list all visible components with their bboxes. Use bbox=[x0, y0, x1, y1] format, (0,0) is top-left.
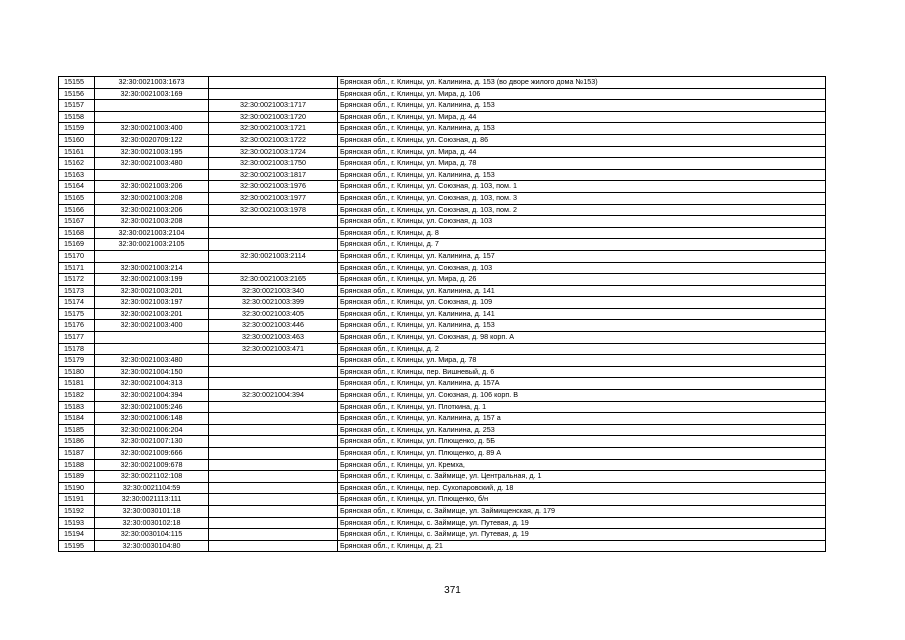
cadastral-number-cell: 32:30:0021003:195 bbox=[95, 146, 209, 158]
address-cell: Брянская обл., г. Клинцы, с. Займище, ул. Путевая, д. 19 bbox=[338, 529, 826, 541]
row-number-cell: 15194 bbox=[59, 529, 95, 541]
related-cadastral-number-cell: 32:30:0021003:1978 bbox=[209, 204, 338, 216]
row-number-cell: 15180 bbox=[59, 366, 95, 378]
row-number-cell: 15195 bbox=[59, 540, 95, 552]
cadastral-number-cell: 32:30:0021004:394 bbox=[95, 390, 209, 402]
cadastral-number-cell: 32:30:0021003:480 bbox=[95, 158, 209, 170]
cadastral-number-cell bbox=[95, 250, 209, 262]
cadastral-number-cell: 32:30:0021003:480 bbox=[95, 355, 209, 367]
address-cell: Брянская обл., г. Клинцы, д. 21 bbox=[338, 540, 826, 552]
table-row bbox=[59, 448, 826, 460]
cadastral-number-cell: 32:30:0030101:18 bbox=[95, 505, 209, 517]
row-number-cell: 15165 bbox=[59, 192, 95, 204]
address-cell: Брянская обл., г. Клинцы, ул. Плоткина, д. 1 bbox=[338, 401, 826, 413]
row-number-cell: 15160 bbox=[59, 134, 95, 146]
cadastral-number-cell: 32:30:0020709:122 bbox=[95, 134, 209, 146]
related-cadastral-number-cell: 32:30:0021003:463 bbox=[209, 332, 338, 344]
related-cadastral-number-cell: 32:30:0021003:1817 bbox=[209, 169, 338, 181]
related-cadastral-number-cell bbox=[209, 413, 338, 425]
address-cell: Брянская обл., г. Клинцы, пер. Сухопаровский, д. 18 bbox=[338, 482, 826, 494]
address-cell: Брянская обл., г. Клинцы, ул. Калинина, д. 141 bbox=[338, 285, 826, 297]
row-number-cell: 15179 bbox=[59, 355, 95, 367]
address-cell: Брянская обл., г. Клинцы, с. Займище, ул. Займищенская, д. 179 bbox=[338, 505, 826, 517]
address-cell: Брянская обл., г. Клинцы, ул. Союзная, д. 98 корп. А bbox=[338, 332, 826, 344]
related-cadastral-number-cell: 32:30:0021003:1717 bbox=[209, 100, 338, 112]
row-number-cell: 15166 bbox=[59, 204, 95, 216]
table-row bbox=[59, 494, 826, 506]
row-number-cell: 15169 bbox=[59, 239, 95, 251]
address-cell: Брянская обл., г. Клинцы, ул. Калинина, д. 141 bbox=[338, 308, 826, 320]
address-cell: Брянская обл., г. Клинцы, с. Займище, ул. Центральная, д. 1 bbox=[338, 471, 826, 483]
related-cadastral-number-cell bbox=[209, 378, 338, 390]
related-cadastral-number-cell bbox=[209, 424, 338, 436]
table-row bbox=[59, 505, 826, 517]
cadastral-number-cell: 32:30:0021003:208 bbox=[95, 192, 209, 204]
related-cadastral-number-cell bbox=[209, 216, 338, 228]
table-row bbox=[59, 274, 826, 286]
cadastral-number-cell: 32:30:0030104:115 bbox=[95, 529, 209, 541]
address-cell: Брянская обл., г. Клинцы, д. 2 bbox=[338, 343, 826, 355]
cadastral-number-cell: 32:30:0021003:197 bbox=[95, 297, 209, 309]
table-row bbox=[59, 146, 826, 158]
row-number-cell: 15187 bbox=[59, 448, 95, 460]
address-cell: Брянская обл., г. Клинцы, ул. Калинина, д. 157А bbox=[338, 378, 826, 390]
related-cadastral-number-cell bbox=[209, 239, 338, 251]
related-cadastral-number-cell bbox=[209, 401, 338, 413]
row-number-cell: 15182 bbox=[59, 390, 95, 402]
cadastral-number-cell: 32:30:0021005:246 bbox=[95, 401, 209, 413]
address-cell: Брянская обл., г. Клинцы, ул. Плющенко, д. 5Б bbox=[338, 436, 826, 448]
row-number-cell: 15183 bbox=[59, 401, 95, 413]
row-number-cell: 15159 bbox=[59, 123, 95, 135]
row-number-cell: 15178 bbox=[59, 343, 95, 355]
row-number-cell: 15189 bbox=[59, 471, 95, 483]
cadastral-number-cell: 32:30:0021003:214 bbox=[95, 262, 209, 274]
table-row bbox=[59, 459, 826, 471]
row-number-cell: 15192 bbox=[59, 505, 95, 517]
table-row bbox=[59, 250, 826, 262]
cadastral-number-cell bbox=[95, 169, 209, 181]
cadastral-number-cell bbox=[95, 332, 209, 344]
address-cell: Брянская обл., г. Клинцы, ул. Союзная, д. 103, пом. 3 bbox=[338, 192, 826, 204]
cadastral-number-cell: 32:30:0021003:2104 bbox=[95, 227, 209, 239]
related-cadastral-number-cell bbox=[209, 262, 338, 274]
cadastral-number-cell: 32:30:0021003:208 bbox=[95, 216, 209, 228]
related-cadastral-number-cell bbox=[209, 529, 338, 541]
table-row bbox=[59, 413, 826, 425]
table-row bbox=[59, 355, 826, 367]
cadastral-number-cell: 32:30:0030102:18 bbox=[95, 517, 209, 529]
table-row bbox=[59, 540, 826, 552]
row-number-cell: 15174 bbox=[59, 297, 95, 309]
table-row bbox=[59, 308, 826, 320]
row-number-cell: 15190 bbox=[59, 482, 95, 494]
address-cell: Брянская обл., г. Клинцы, ул. Калинина, д. 157 а bbox=[338, 413, 826, 425]
related-cadastral-number-cell: 32:30:0021003:1724 bbox=[209, 146, 338, 158]
table-row bbox=[59, 192, 826, 204]
related-cadastral-number-cell: 32:30:0021003:2114 bbox=[209, 250, 338, 262]
registry-table bbox=[58, 76, 826, 552]
related-cadastral-number-cell: 32:30:0021003:1722 bbox=[209, 134, 338, 146]
table-row bbox=[59, 517, 826, 529]
table-row bbox=[59, 320, 826, 332]
related-cadastral-number-cell bbox=[209, 482, 338, 494]
table-row bbox=[59, 378, 826, 390]
address-cell: Брянская обл., г. Клинцы, ул. Плющенко, б/н bbox=[338, 494, 826, 506]
table-row bbox=[59, 343, 826, 355]
address-cell: Брянская обл., г. Клинцы, д. 8 bbox=[338, 227, 826, 239]
row-number-cell: 15171 bbox=[59, 262, 95, 274]
related-cadastral-number-cell bbox=[209, 77, 338, 89]
cadastral-number-cell: 32:30:0021003:1673 bbox=[95, 77, 209, 89]
cadastral-number-cell: 32:30:0021003:206 bbox=[95, 204, 209, 216]
cadastral-number-cell: 32:30:0021006:148 bbox=[95, 413, 209, 425]
address-cell: Брянская обл., г. Клинцы, ул. Союзная, д. 106 корп. В bbox=[338, 390, 826, 402]
related-cadastral-number-cell: 32:30:0021003:1721 bbox=[209, 123, 338, 135]
address-cell: Брянская обл., г. Клинцы, ул. Союзная, д. 103 bbox=[338, 262, 826, 274]
address-cell: Брянская обл., г. Клинцы, ул. Калинина, д. 157 bbox=[338, 250, 826, 262]
table-row bbox=[59, 436, 826, 448]
registry-body bbox=[59, 77, 826, 552]
table-row bbox=[59, 100, 826, 112]
row-number-cell: 15164 bbox=[59, 181, 95, 193]
row-number-cell: 15173 bbox=[59, 285, 95, 297]
cadastral-number-cell: 32:30:0021102:108 bbox=[95, 471, 209, 483]
table-row bbox=[59, 471, 826, 483]
related-cadastral-number-cell: 32:30:0021003:399 bbox=[209, 297, 338, 309]
related-cadastral-number-cell bbox=[209, 517, 338, 529]
cadastral-number-cell: 32:30:0021113:111 bbox=[95, 494, 209, 506]
row-number-cell: 15177 bbox=[59, 332, 95, 344]
cadastral-number-cell: 32:30:0021003:400 bbox=[95, 320, 209, 332]
row-number-cell: 15163 bbox=[59, 169, 95, 181]
table-row bbox=[59, 297, 826, 309]
related-cadastral-number-cell bbox=[209, 366, 338, 378]
address-cell: Брянская обл., г. Клинцы, ул. Союзная, д. 103, пом. 2 bbox=[338, 204, 826, 216]
table-row bbox=[59, 134, 826, 146]
related-cadastral-number-cell bbox=[209, 436, 338, 448]
address-cell: Брянская обл., г. Клинцы, пер. Вишневый, д. 6 bbox=[338, 366, 826, 378]
related-cadastral-number-cell: 32:30:0021003:1750 bbox=[209, 158, 338, 170]
row-number-cell: 15161 bbox=[59, 146, 95, 158]
cadastral-number-cell: 32:30:0021009:678 bbox=[95, 459, 209, 471]
table-row bbox=[59, 111, 826, 123]
cadastral-number-cell bbox=[95, 111, 209, 123]
cadastral-number-cell bbox=[95, 343, 209, 355]
address-cell: Брянская обл., г. Клинцы, ул. Калинина, д. 153 bbox=[338, 100, 826, 112]
row-number-cell: 15168 bbox=[59, 227, 95, 239]
row-number-cell: 15188 bbox=[59, 459, 95, 471]
table-row bbox=[59, 88, 826, 100]
related-cadastral-number-cell bbox=[209, 540, 338, 552]
row-number-cell: 15176 bbox=[59, 320, 95, 332]
cadastral-number-cell: 32:30:0021006:204 bbox=[95, 424, 209, 436]
related-cadastral-number-cell bbox=[209, 471, 338, 483]
related-cadastral-number-cell: 32:30:0021003:1720 bbox=[209, 111, 338, 123]
cadastral-number-cell: 32:30:0021003:169 bbox=[95, 88, 209, 100]
related-cadastral-number-cell bbox=[209, 459, 338, 471]
table-row bbox=[59, 216, 826, 228]
address-cell: Брянская обл., г. Клинцы, ул. Мира, д. 44 bbox=[338, 146, 826, 158]
row-number-cell: 15162 bbox=[59, 158, 95, 170]
related-cadastral-number-cell bbox=[209, 88, 338, 100]
cadastral-number-cell: 32:30:0021007:130 bbox=[95, 436, 209, 448]
address-cell: Брянская обл., г. Клинцы, ул. Мира, д. 78 bbox=[338, 355, 826, 367]
row-number-cell: 15193 bbox=[59, 517, 95, 529]
table-row bbox=[59, 285, 826, 297]
address-cell: Брянская обл., г. Клинцы, ул. Союзная, д. 109 bbox=[338, 297, 826, 309]
address-cell: Брянская обл., г. Клинцы, ул. Кремха, bbox=[338, 459, 826, 471]
row-number-cell: 15156 bbox=[59, 88, 95, 100]
address-cell: Брянская обл., г. Клинцы, ул. Мира, д. 44 bbox=[338, 111, 826, 123]
address-cell: Брянская обл., г. Клинцы, ул. Калинина, д. 153 (во дворе жилого дома №153) bbox=[338, 77, 826, 89]
table-row bbox=[59, 529, 826, 541]
table-row bbox=[59, 424, 826, 436]
table-row bbox=[59, 366, 826, 378]
address-cell: Брянская обл., г. Клинцы, ул. Калинина, д. 153 bbox=[338, 169, 826, 181]
row-number-cell: 15157 bbox=[59, 100, 95, 112]
cadastral-number-cell: 32:30:0021003:206 bbox=[95, 181, 209, 193]
row-number-cell: 15170 bbox=[59, 250, 95, 262]
address-cell: Брянская обл., г. Клинцы, ул. Калинина, д. 253 bbox=[338, 424, 826, 436]
table-row bbox=[59, 482, 826, 494]
cadastral-number-cell: 32:30:0021004:150 bbox=[95, 366, 209, 378]
related-cadastral-number-cell: 32:30:0021004:394 bbox=[209, 390, 338, 402]
table-row bbox=[59, 158, 826, 170]
address-cell: Брянская обл., г. Клинцы, ул. Плющенко, д. 89 А bbox=[338, 448, 826, 460]
related-cadastral-number-cell: 32:30:0021003:2165 bbox=[209, 274, 338, 286]
cadastral-number-cell: 32:30:0030104:80 bbox=[95, 540, 209, 552]
table-row bbox=[59, 332, 826, 344]
related-cadastral-number-cell bbox=[209, 227, 338, 239]
cadastral-number-cell: 32:30:0021003:201 bbox=[95, 285, 209, 297]
address-cell: Брянская обл., г. Клинцы, ул. Калинина, д. 153 bbox=[338, 123, 826, 135]
cadastral-number-cell: 32:30:0021003:400 bbox=[95, 123, 209, 135]
cadastral-number-cell bbox=[95, 100, 209, 112]
row-number-cell: 15172 bbox=[59, 274, 95, 286]
row-number-cell: 15175 bbox=[59, 308, 95, 320]
cadastral-number-cell: 32:30:0021003:201 bbox=[95, 308, 209, 320]
table-row bbox=[59, 181, 826, 193]
table-row bbox=[59, 390, 826, 402]
page-number: 371 bbox=[444, 585, 461, 596]
row-number-cell: 15158 bbox=[59, 111, 95, 123]
related-cadastral-number-cell bbox=[209, 494, 338, 506]
related-cadastral-number-cell: 32:30:0021003:446 bbox=[209, 320, 338, 332]
cadastral-number-cell: 32:30:0021003:199 bbox=[95, 274, 209, 286]
table-row bbox=[59, 262, 826, 274]
cadastral-number-cell: 32:30:0021003:2105 bbox=[95, 239, 209, 251]
cadastral-number-cell: 32:30:0021004:313 bbox=[95, 378, 209, 390]
address-cell: Брянская обл., г. Клинцы, ул. Мира, д. 78 bbox=[338, 158, 826, 170]
address-cell: Брянская обл., г. Клинцы, ул. Союзная, д. 103 bbox=[338, 216, 826, 228]
row-number-cell: 15184 bbox=[59, 413, 95, 425]
table-row bbox=[59, 204, 826, 216]
related-cadastral-number-cell: 32:30:0021003:405 bbox=[209, 308, 338, 320]
address-cell: Брянская обл., г. Клинцы, ул. Союзная, д. 103, пом. 1 bbox=[338, 181, 826, 193]
related-cadastral-number-cell: 32:30:0021003:471 bbox=[209, 343, 338, 355]
address-cell: Брянская обл., г. Клинцы, с. Займище, ул. Путевая, д. 19 bbox=[338, 517, 826, 529]
related-cadastral-number-cell bbox=[209, 448, 338, 460]
related-cadastral-number-cell: 32:30:0021003:1977 bbox=[209, 192, 338, 204]
table-row bbox=[59, 227, 826, 239]
row-number-cell: 15191 bbox=[59, 494, 95, 506]
row-number-cell: 15155 bbox=[59, 77, 95, 89]
address-cell: Брянская обл., г. Клинцы, ул. Мира, д. 26 bbox=[338, 274, 826, 286]
related-cadastral-number-cell: 32:30:0021003:1976 bbox=[209, 181, 338, 193]
row-number-cell: 15167 bbox=[59, 216, 95, 228]
address-cell: Брянская обл., г. Клинцы, ул. Мира, д. 106 bbox=[338, 88, 826, 100]
table-row bbox=[59, 239, 826, 251]
address-cell: Брянская обл., г. Клинцы, д. 7 bbox=[338, 239, 826, 251]
row-number-cell: 15186 bbox=[59, 436, 95, 448]
row-number-cell: 15181 bbox=[59, 378, 95, 390]
table-row bbox=[59, 77, 826, 89]
address-cell: Брянская обл., г. Клинцы, ул. Калинина, д. 153 bbox=[338, 320, 826, 332]
related-cadastral-number-cell bbox=[209, 505, 338, 517]
cadastral-number-cell: 32:30:0021104:59 bbox=[95, 482, 209, 494]
table-row bbox=[59, 169, 826, 181]
related-cadastral-number-cell: 32:30:0021003:340 bbox=[209, 285, 338, 297]
cadastral-number-cell: 32:30:0021009:666 bbox=[95, 448, 209, 460]
address-cell: Брянская обл., г. Клинцы, ул. Союзная, д. 86 bbox=[338, 134, 826, 146]
table-row bbox=[59, 401, 826, 413]
row-number-cell: 15185 bbox=[59, 424, 95, 436]
table-row bbox=[59, 123, 826, 135]
related-cadastral-number-cell bbox=[209, 355, 338, 367]
